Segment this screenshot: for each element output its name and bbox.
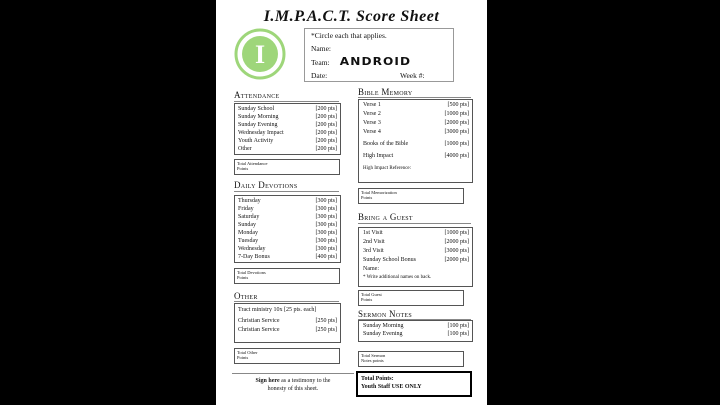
list-item: Youth Activity — [238, 138, 274, 144]
devotions-total-box: Total Devotions Points — [234, 268, 340, 284]
impact-logo — [234, 28, 286, 80]
list-item: Saturday — [238, 214, 260, 220]
week-label: Week #: — [400, 71, 425, 80]
total-points-box — [356, 371, 472, 397]
list-item: Verse 1 — [363, 102, 381, 108]
other-underline — [234, 301, 339, 302]
name-label: Name: — [311, 44, 331, 53]
attendance-heading: Attendance — [234, 90, 280, 100]
list-item: Sunday Morning — [363, 323, 404, 329]
list-item: Sunday — [238, 222, 256, 228]
list-item: Other — [238, 146, 252, 152]
list-item: Sunday Evening — [363, 331, 403, 337]
guest-name-label: Name: — [363, 266, 379, 272]
list-item: Sunday Morning — [238, 114, 279, 120]
memory-note: High Impact Reference: — [363, 166, 412, 171]
guest-heading: Bring a Guest — [358, 212, 413, 222]
sheet-title: I.M.P.A.C.T. Score Sheet — [263, 8, 440, 25]
date-label: Date: — [311, 71, 328, 80]
list-item: Books of the Bible — [363, 141, 409, 147]
other-heading: Other — [234, 291, 258, 301]
guest-note: * Write additional names on back. — [363, 275, 432, 280]
list-item: Christian Service — [238, 327, 280, 333]
list-item: 2nd Visit — [363, 239, 385, 245]
signature-line — [232, 373, 354, 374]
list-item: Wednesday — [238, 246, 266, 252]
sermon-box: Sunday Morning [100 pts] Sunday Evening [100 pts] — [358, 320, 473, 342]
memory-total-box: Total Memorization Points — [358, 188, 464, 204]
list-item: Thursday — [238, 198, 261, 204]
devotions-box: Thursday [300 pts] Friday [300 pts] Saturday [300 pts] Sunday [300 pts] Monday [300 pts] Tuesday [300 pts] Wednesday [300 pts] 7-Day Bonus [400 pts] — [234, 195, 341, 263]
list-item: 7-Day Bonus — [238, 254, 270, 260]
sermon-total-box: Total Sermon Notes points — [358, 351, 464, 367]
list-item: Verse 2 — [363, 111, 381, 117]
svg-text:I: I — [254, 40, 266, 69]
devotions-underline — [234, 191, 339, 192]
score-sheet — [216, 0, 487, 405]
circle-note: *Circle each that applies. — [311, 31, 387, 40]
attendance-box: Sunday School [200 pts] Sunday Morning [200 pts] Sunday Evening [200 pts] Wednesday Impact [200 pts] Youth Activity [200 pts] Other [200 pts] — [234, 103, 341, 155]
other-total-box: Total Other Points — [234, 348, 340, 364]
other-box: Tract ministry 10x [25 pts. each] Christian Service [250 pts] Christian Service [250 pts] — [234, 303, 341, 343]
info-box — [304, 28, 454, 82]
list-item: Verse 4 — [363, 129, 381, 135]
team-value: ANDROID — [339, 55, 412, 68]
guest-total-box: Total Guest Points — [358, 290, 464, 306]
list-item: 3rd Visit — [363, 248, 384, 254]
memory-box: Verse 1 [500 pts] Verse 2 [1000 pts] Verse 3 [2000 pts] Verse 4 [3000 pts] Books of the Bible [1000 pts] High Impact [4000 pts] High Impact Reference: — [358, 99, 473, 183]
list-item: Sunday School — [238, 106, 275, 112]
list-item: Christian Service — [238, 318, 280, 324]
devotions-heading: Daily Devotions — [234, 180, 298, 190]
attendance-underline — [234, 101, 339, 102]
list-item: Verse 3 — [363, 120, 381, 126]
memory-underline — [358, 97, 471, 98]
attendance-total-box: Total Attendance Points — [234, 159, 340, 175]
list-item: 1st Visit — [363, 230, 383, 236]
staff-use-label: Youth Staff USE ONLY — [361, 384, 422, 390]
list-item: Sunday Evening — [238, 122, 278, 128]
guest-underline — [358, 223, 471, 224]
memory-heading: Bible Memory — [358, 87, 413, 97]
list-item: Monday — [238, 230, 258, 236]
guest-box: 1st Visit [1000 pts] 2nd Visit [2000 pts] 3rd Visit [3000 pts] Sunday School Bonus [2000 pts] Name: * Write additional names on back. — [358, 227, 473, 287]
total-points-label: Total Points: — [361, 376, 394, 382]
team-label: Team: — [311, 58, 330, 67]
signature-note: Sign here as a testimony to the honesty of this sheet. — [255, 378, 331, 392]
list-item: Tract ministry 10x [25 pts. each] — [238, 307, 317, 313]
list-item: Wednesday Impact — [238, 130, 284, 136]
sermon-heading: Sermon Notes — [358, 309, 413, 319]
list-item: High Impact — [363, 153, 394, 159]
list-item: Friday — [238, 206, 254, 212]
list-item: Sunday School Bonus — [363, 257, 417, 263]
list-item: Tuesday — [238, 238, 259, 244]
